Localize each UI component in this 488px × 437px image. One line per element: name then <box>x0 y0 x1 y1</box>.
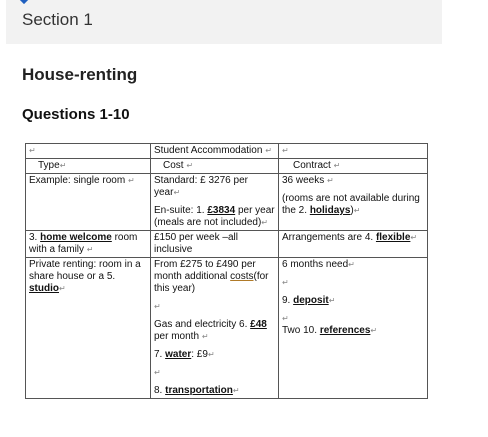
header-cost <box>151 159 279 174</box>
paragraph-mark: ↵ <box>232 386 240 395</box>
row3-cost-water <box>154 349 275 361</box>
paragraph-mark: ↵ <box>86 245 94 254</box>
page-heading: House-renting <box>22 65 138 84</box>
row1-type-text: Example: single room <box>29 175 126 186</box>
paragraph-mark: ↵ <box>328 296 336 305</box>
paragraph-mark: ↵ <box>353 206 361 215</box>
paragraph-mark: ↵ <box>207 350 215 359</box>
answer-7: water <box>165 349 192 360</box>
contract-note-pre: (rooms are not available during the 2. <box>282 193 420 216</box>
paragraph-mark: ↵ <box>282 314 289 323</box>
row2-type-post: room with a family <box>29 232 138 255</box>
answer-8: transportation <box>165 385 233 396</box>
row2-cost <box>151 231 279 258</box>
gas-pre: Gas and electricity 6. <box>154 319 251 330</box>
paragraph-mark: ↵ <box>154 302 161 311</box>
row1-contract-note <box>282 193 424 217</box>
ensuite-post: per year (meals are not included) <box>154 205 275 228</box>
water-pre: 7. <box>154 349 166 360</box>
cost-range-post: (for this year) <box>154 271 269 294</box>
costs-word: costs <box>230 271 254 282</box>
cost-range-pre: From £275 to £490 per month additional <box>154 259 256 282</box>
row3-contract <box>279 258 428 399</box>
row3-contract-references <box>282 325 424 337</box>
row1-contract-weeks <box>282 175 424 187</box>
row3-contract-deposit <box>282 295 424 307</box>
ensuite-pre: En-suite: 1. <box>154 205 208 216</box>
water-post: : £9 <box>191 349 208 360</box>
paragraph-mark: ↵ <box>261 218 268 227</box>
row2-type <box>26 231 151 258</box>
paragraph-mark: ↵ <box>327 176 334 185</box>
table-row <box>26 174 428 231</box>
row1-contract <box>279 174 428 231</box>
paragraph-mark: ↵ <box>59 161 67 170</box>
transport-pre: 8. <box>154 385 166 396</box>
table-header-row <box>26 159 428 174</box>
paragraph-mark: ↵ <box>370 326 378 335</box>
paragraph-mark: ↵ <box>173 188 181 197</box>
answer-6: £48 <box>250 319 267 330</box>
refs-pre: Two 10. <box>282 325 320 336</box>
months-text: 6 months need <box>282 259 349 270</box>
row2-cost-text: £150 per week –all inclusive <box>154 232 238 255</box>
paragraph-mark: ↵ <box>282 278 289 287</box>
paragraph-mark: ↵ <box>154 368 161 377</box>
table-row <box>26 231 428 258</box>
header-contract <box>279 159 428 174</box>
cost-standard-text: Standard: £ 3276 per year <box>154 175 248 198</box>
answer-2: holidays <box>309 205 351 216</box>
answer-10: references <box>319 325 371 336</box>
paragraph-mark: ↵ <box>201 332 209 341</box>
paragraph-mark: ↵ <box>333 161 341 170</box>
header-type <box>26 159 151 174</box>
answer-5: studio <box>29 283 59 294</box>
paragraph-mark: ↵ <box>59 284 66 293</box>
paragraph-mark: ↵ <box>348 260 355 269</box>
paragraph-mark: ↵ <box>410 233 418 242</box>
row3-cost-range <box>154 259 275 295</box>
paragraph-mark: ↵ <box>282 146 289 155</box>
accommodation-table <box>25 143 428 399</box>
header-contract-label: Contract <box>293 160 331 171</box>
row1-cost-standard <box>154 175 275 199</box>
table-caption-row <box>26 144 428 159</box>
deposit-pre: 9. <box>282 295 294 306</box>
paragraph-mark: ↵ <box>29 146 36 155</box>
table-row <box>26 258 428 399</box>
header-type-label: Type <box>38 160 60 171</box>
table-cell <box>26 144 151 159</box>
paragraph-mark: ↵ <box>186 161 194 170</box>
row1-cost-ensuite <box>154 205 275 229</box>
row3-type <box>26 258 151 399</box>
row3-cost-transport <box>154 385 275 397</box>
row3-type-pre: Private renting: room in a share house or a 5. <box>29 259 141 282</box>
answer-1: £3834 <box>207 205 236 216</box>
table-cell <box>279 144 428 159</box>
paragraph-mark: ↵ <box>265 146 272 155</box>
answer-3: home welcome <box>40 232 112 243</box>
row2-type-pre: 3. <box>29 232 41 243</box>
answer-4: flexible <box>375 232 411 243</box>
section-title: Section 1 <box>22 10 93 29</box>
row2-contract-pre: Arrangements are 4. <box>282 232 376 243</box>
row3-cost-gas <box>154 319 275 343</box>
chevron-icon <box>16 0 32 4</box>
table-caption-cell <box>151 144 279 159</box>
caption-text: Student Accommodation <box>154 145 263 156</box>
row3-contract-months <box>282 259 424 271</box>
paragraph-mark: ↵ <box>127 176 135 185</box>
row3-cost <box>151 258 279 399</box>
gas-post: per month <box>154 331 200 342</box>
contract-weeks-text: 36 weeks <box>282 175 325 186</box>
header-cost-label: Cost <box>163 160 184 171</box>
row1-cost <box>151 174 279 231</box>
contract-note-post: ) <box>350 205 354 216</box>
questions-heading: Questions 1-10 <box>22 106 130 123</box>
row2-contract <box>279 231 428 258</box>
answer-9: deposit <box>293 295 329 306</box>
row1-type <box>26 174 151 231</box>
